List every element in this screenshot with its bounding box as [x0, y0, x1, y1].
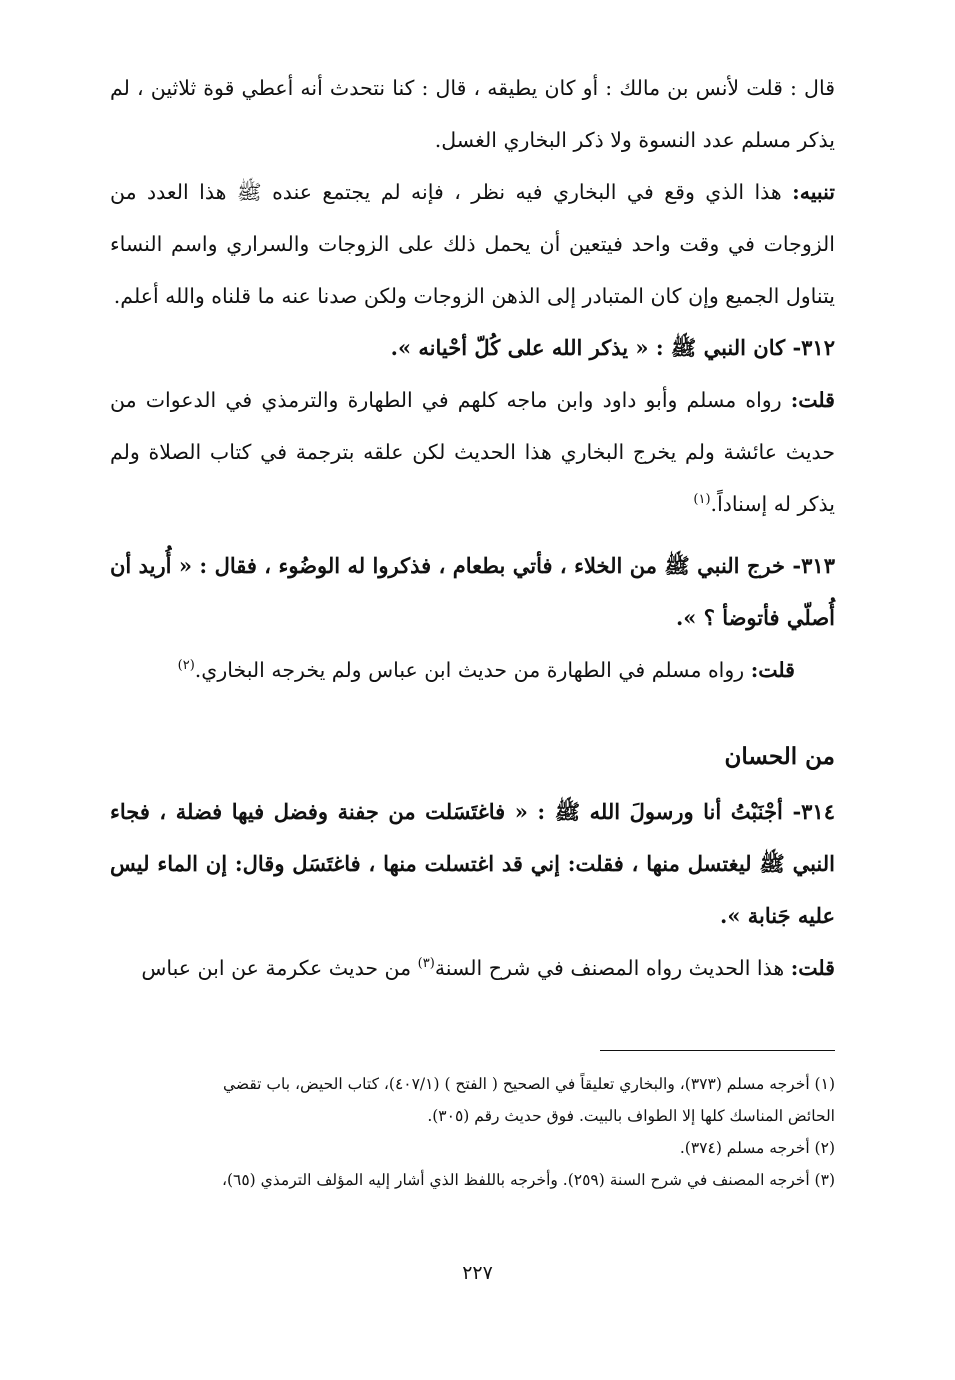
footnote-2	[110, 1132, 835, 1164]
paragraph-anas-narration	[110, 62, 835, 166]
commentary-text: من حديث عكرمة عن ابن عباس	[141, 956, 418, 980]
main-text	[110, 62, 835, 994]
paragraph-note	[110, 166, 835, 322]
footnote-ref-1: (١)	[693, 492, 711, 508]
commentary-text: رواه مسلم وأبو داود وابن ماجه كلهم في الطهارة والترمذي في الدعوات من حديث عائشة ولم يخرج البخاري هذا الحديث لكن علقه بترجمة في كتاب الصلاة ولم يذكر له إسناداً.	[110, 388, 835, 516]
footnote-text: الحائض المناسك كلها إلا الطواف بالبيت. فوق حديث رقم (٣٠٥).	[427, 1107, 835, 1125]
footnote-text: (٢) أخرجه مسلم (٣٧٤).	[679, 1139, 835, 1157]
section-heading: من الحسان	[724, 743, 835, 770]
page-number: ٢٢٧	[462, 1262, 493, 1284]
note-label: تنبيه:	[792, 180, 835, 204]
footnote-ref-3: (٣)	[417, 956, 435, 972]
paragraph-text: هذا الذي وقع في البخاري فيه نظر ، فإنه لم يجتمع عنده ﷺ هذا العدد من الزوجات في وقت واحد فيتعين أن يحمل ذلك على الزوجات والسراري واسم النساء يتناول الجميع وإن كان المتبادر إلى الذهن الزوجات ولكن صدنا عنه ما قلناه والله أعلم.	[110, 180, 835, 308]
hadith-312	[110, 322, 835, 374]
commentary-text: رواه مسلم في الطهارة من حديث ابن عباس ولم يخرجه البخاري.	[194, 658, 751, 682]
commentary-314	[110, 942, 835, 994]
footnote-1-continuation	[110, 1100, 835, 1132]
footnote-ref-2: (٢)	[177, 658, 195, 674]
footnotes	[110, 1068, 835, 1196]
hadith-text: ٣١٤- أجْنَبْتُ أنا ورسولَ الله ﷺ : « فاغتَسَلت من جفنة وفضل فيها فضلة ، فجاء النبي ﷺ ليغتسل منها ، فقلت: إني قد اغتسلت منها ، فاغتَسَل وقال: إن الماء ليس عليه جَنابة ».	[110, 799, 835, 928]
footnote-separator	[600, 1050, 835, 1051]
hadith-text: ٣١٢- كان النبي ﷺ : « يذكر الله على كُلّ أحْيانه ».	[390, 335, 835, 360]
commentary-312	[110, 374, 835, 530]
commentary-label: قلت:	[790, 388, 835, 412]
paragraph-text: قال : قلت لأنس بن مالك : أو كان يطيقه ، قال : كنا نتحدث أنه أعطي قوة ثلاثين ، لم يذكر مسلم عدد النسوة ولا ذكر البخاري الغسل.	[110, 76, 835, 152]
footnote-1	[110, 1068, 835, 1100]
footnote-text: (٣) أخرجه المصنف في شرح السنة (٢٥٩). وأخرجه باللفظ الذي أشار إليه المؤلف الترمذي (٦٥)،	[221, 1171, 835, 1189]
commentary-label: قلت:	[790, 956, 835, 980]
footnote-3	[110, 1164, 835, 1196]
commentary-text: هذا الحديث رواه المصنف في شرح السنة	[434, 956, 791, 980]
commentary-313	[110, 644, 835, 696]
footnote-text: (١) أخرجه مسلم (٣٧٣)، والبخاري تعليقاً في الصحيح ( الفتح ) (٤٠٧/١)، كتاب الحيض، باب تقضي	[222, 1075, 835, 1093]
commentary-label: قلت:	[750, 658, 795, 682]
hadith-text: ٣١٣- خرج النبي ﷺ من الخلاء ، فأتي بطعام ، فذكروا له الوضُوء ، فقال : « أُريد أن أُصلّي فأتوضأ ؟ ».	[110, 553, 835, 630]
hadith-313	[110, 540, 835, 644]
hadith-314	[110, 786, 835, 942]
